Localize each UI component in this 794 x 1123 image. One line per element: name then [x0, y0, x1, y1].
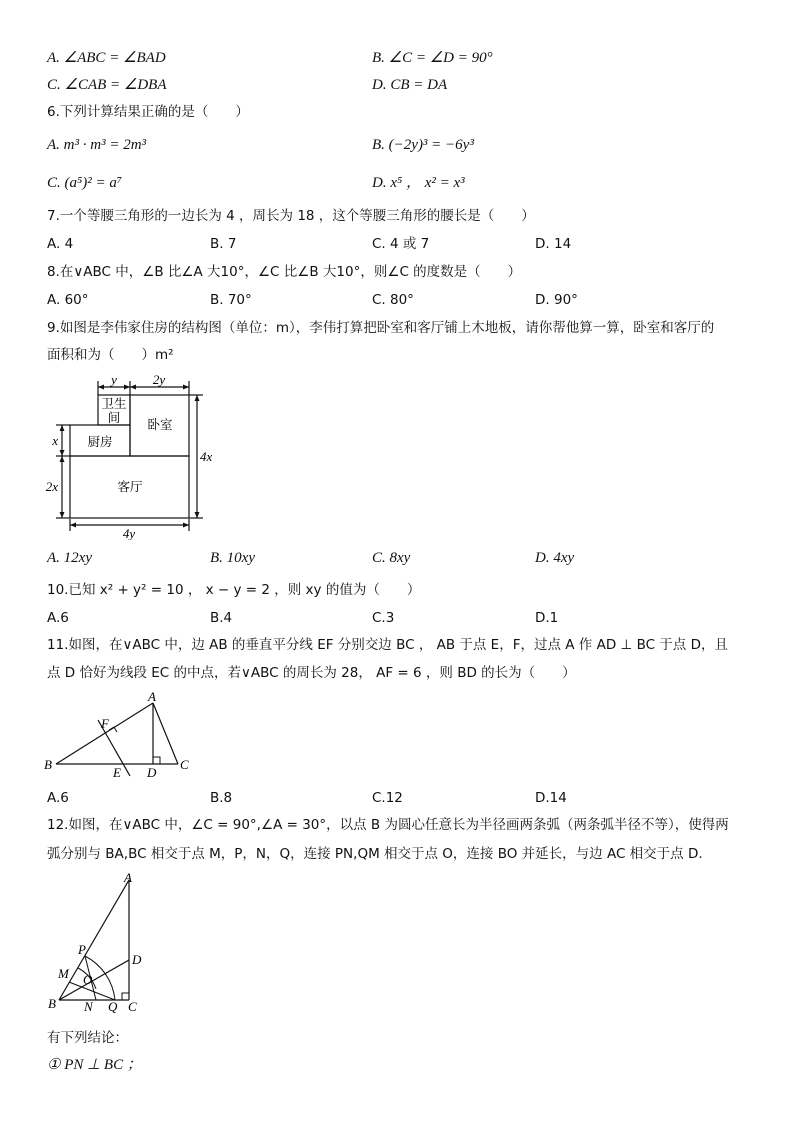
q11-option-b: B.8: [210, 790, 233, 806]
bathroom-label-2: 间: [107, 410, 121, 425]
point-d-label: D: [147, 765, 157, 780]
q12-construction-figure: [40, 868, 160, 1016]
bedroom-label: 卧室: [147, 417, 173, 432]
dim-2y-label: 2y: [152, 372, 166, 387]
q8-stem: 8.在∨ABC 中，∠B 比∠A 大10°，∠C 比∠B 大10°，则∠C 的度数是（ ）: [47, 264, 522, 280]
q5-option-b: B. ∠C = ∠D = 90°: [372, 50, 493, 66]
q11-option-c: C.12: [372, 790, 403, 806]
q9-option-a: A. 12xy: [47, 550, 92, 566]
point-p-label: P: [78, 942, 86, 957]
q6-option-a: A. m³ · m³ = 2m³: [47, 137, 147, 153]
point-a-label: A: [124, 870, 132, 885]
q7-stem: 7.一个等腰三角形的一边长为 4 ，周长为 18 ，这个等腰三角形的腰长是（ ）: [47, 208, 535, 224]
q10-option-b: B.4: [210, 610, 233, 626]
q7-option-b: B. 7: [210, 236, 237, 252]
point-e-label: E: [113, 765, 121, 780]
q5-option-d: D. CB = DA: [372, 77, 448, 93]
bathroom-label-1: 卫生: [101, 396, 127, 411]
point-n-label: N: [84, 999, 93, 1014]
dim-4y-label: 4y: [122, 526, 136, 540]
q8-option-b: B. 70°: [210, 292, 252, 308]
q9-stem-line2: 面积和为（ ）m²: [47, 347, 174, 363]
point-m-label: M: [58, 966, 69, 981]
point-b-label: B: [44, 757, 52, 772]
dim-x-label: x: [52, 433, 58, 448]
q12-stem-line2: 弧分别与 BA,BC 相交于点 M，P，N，Q，连接 PN,QM 相交于点 O，连接 BO 并延长，与边 AC 相交于点 D.: [47, 846, 703, 862]
q11-stem-line1: 11.如图，在∨ABC 中，边 AB 的垂直平分线 EF 分别交边 BC ， AB 于点 E，F，过点 A 作 AD ⊥ BC 于点 D，且: [47, 637, 728, 653]
side-ac: [153, 703, 178, 764]
q10-stem: 10.已知 x² + y² = 10 ， x − y = 2 ，则 xy 的值为（ ）: [47, 582, 421, 598]
side-ab: [56, 703, 153, 764]
kitchen-label: 厨房: [87, 434, 113, 449]
q8-option-c: C. 80°: [372, 292, 414, 308]
q11-option-a: A.6: [47, 790, 69, 806]
q7-option-d: D. 14: [535, 236, 572, 252]
point-f-label: F: [101, 716, 109, 731]
q6-option-c: C. (a⁵)² = a⁷: [47, 175, 123, 191]
q10-option-d: D.1: [535, 610, 559, 626]
q9-stem-line1: 9.如图是李伟家住房的结构图（单位：m），李伟打算把卧室和客厅铺上木地板，请你帮他算一算，卧室和客厅的: [47, 320, 715, 336]
dim-2x-label: 2x: [45, 479, 58, 494]
q12-conclusions-title: 有下列结论：: [47, 1030, 128, 1046]
q6-stem: 6.下列计算结果正确的是（ ）: [47, 104, 249, 120]
living-room-label: 客厅: [117, 479, 143, 494]
q5-option-a: A. ∠ABC = ∠BAD: [47, 50, 166, 66]
q11-stem-line2: 点 D 恰好为线段 EC 的中点，若∨ABC 的周长为 28， AF = 6 ，则 BD 的长为（ ）: [47, 665, 576, 681]
point-d-label: D: [132, 952, 142, 967]
point-c-label: C: [128, 999, 137, 1014]
q10-option-c: C.3: [372, 610, 395, 626]
q8-option-d: D. 90°: [535, 292, 578, 308]
point-b-label: B: [48, 996, 56, 1011]
q7-option-c: C. 4 或 7: [372, 236, 430, 252]
q7-option-a: A. 4: [47, 236, 74, 252]
q5-option-c: C. ∠CAB = ∠DBA: [47, 77, 167, 93]
dim-y-label: y: [111, 372, 117, 387]
point-c-label: C: [180, 757, 189, 772]
q8-option-a: A. 60°: [47, 292, 89, 308]
dim-4x-label: 4x: [200, 449, 213, 464]
q10-option-a: A.6: [47, 610, 69, 626]
q11-option-d: D.14: [535, 790, 567, 806]
q9-floorplan-figure: [40, 368, 220, 540]
q11-triangle-figure: [40, 688, 200, 780]
q9-option-c: C. 8xy: [372, 550, 411, 566]
q6-option-d: D. x⁵ ， x² = x³: [372, 175, 465, 191]
point-q-label: Q: [108, 999, 118, 1014]
q6-option-b: B. (−2y)³ = −6y³: [372, 137, 474, 153]
q9-option-d: D. 4xy: [535, 550, 575, 566]
q9-option-b: B. 10xy: [210, 550, 255, 566]
q12-stem-line1: 12.如图，在∨ABC 中，∠C = 90°,∠A = 30°，以点 B 为圆心任意长为半径画两条弧（两条弧半径不等），使得两: [47, 817, 729, 833]
q12-conclusion-1: ① PN ⊥ BC ；: [47, 1057, 142, 1073]
point-a-label: A: [148, 689, 156, 704]
point-o-label: O: [83, 972, 93, 987]
